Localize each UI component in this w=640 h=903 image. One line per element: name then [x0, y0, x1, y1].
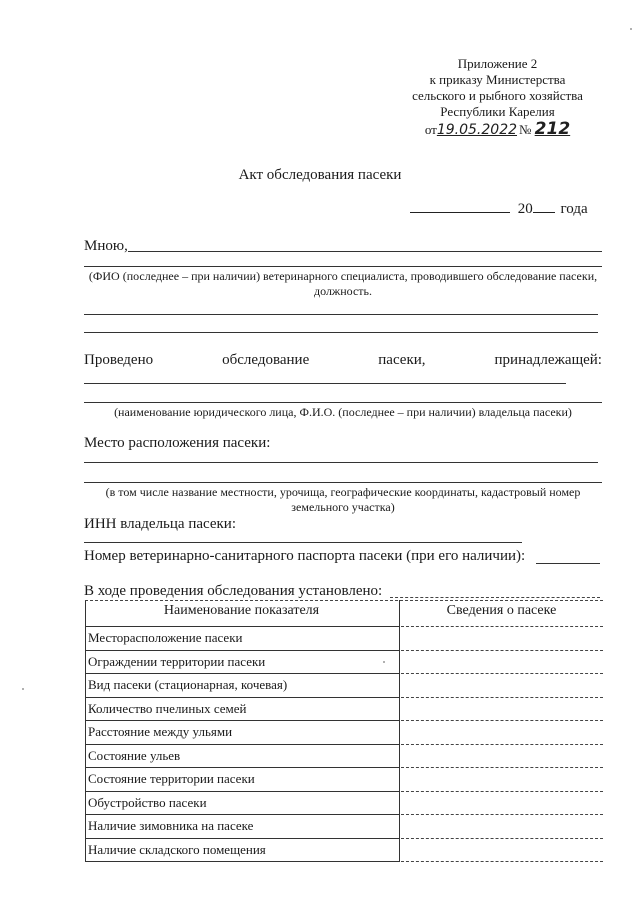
handwritten-date: 19.05.2022 — [436, 122, 518, 138]
table-row — [84, 626, 604, 650]
location-blank-1[interactable] — [84, 462, 598, 463]
scan-speck — [383, 661, 385, 663]
table-header — [84, 600, 604, 626]
table-row-line — [85, 697, 399, 698]
table-row — [84, 767, 604, 791]
table-row — [84, 697, 604, 721]
by-me-caption: (ФИО (последнее – при наличии) ветеринарного специалиста, проводившего обследование пасеки, должность. — [88, 269, 598, 298]
header-info: Сведения о пасеке — [446, 603, 557, 618]
date-blank[interactable] — [410, 212, 510, 213]
table-left-border — [85, 600, 86, 862]
handwritten-number: 212 — [534, 119, 571, 139]
table-info-line[interactable] — [401, 861, 603, 862]
inspection-word-4: принадлежащей: — [494, 352, 602, 368]
inn-blank[interactable] — [84, 542, 522, 543]
appendix-line-4: Республики Карелия — [440, 104, 555, 119]
inspection-word-2: обследование — [222, 352, 310, 368]
table-info-line[interactable] — [401, 673, 603, 674]
by-me-blank[interactable] — [128, 251, 602, 252]
row-label: Состояние ульев — [88, 747, 181, 763]
scan-speck — [22, 688, 24, 690]
table-row — [84, 650, 604, 674]
table-info-line[interactable] — [401, 814, 603, 815]
row-label: Обустройство пасеки — [88, 794, 207, 810]
appendix-block — [400, 56, 595, 138]
table-row-line — [85, 838, 399, 839]
owner-caption: (наименование юридического лица, Ф.И.О. (последнее – при наличии) владельца пасеки) — [114, 405, 572, 419]
year-suffix: года — [560, 201, 588, 217]
row-label: Наличие складского помещения — [88, 841, 266, 857]
year-blank[interactable] — [533, 212, 555, 213]
row-label: Месторасположение пасеки — [88, 630, 243, 645]
by-me-blank-2[interactable] — [84, 266, 602, 267]
passport-label: Номер ветеринарно-санитарного паспорта пасеки (при его наличии): — [84, 548, 526, 564]
owner-blank-2[interactable] — [84, 402, 602, 403]
appendix-line-2: к приказу Министерства — [429, 72, 566, 87]
blank-line-1[interactable] — [84, 314, 598, 315]
date-prefix: от — [424, 122, 437, 137]
table-info-line[interactable] — [401, 791, 603, 792]
table-row-line — [85, 720, 399, 721]
row-label: Ограждении территории пасеки — [88, 653, 266, 669]
table-row-line — [85, 673, 399, 674]
findings-label: В ходе проведения обследования установлено: — [84, 583, 383, 599]
table-row — [84, 838, 604, 862]
row-label: Количество пчелиных семей — [88, 700, 247, 716]
year-prefix: 20 — [517, 201, 533, 217]
table-row-line — [85, 744, 399, 745]
table-row-line — [85, 861, 399, 862]
passport-blank[interactable] — [536, 563, 600, 564]
inspection-word-3: пасеки, — [378, 352, 426, 368]
location-label: Место расположения пасеки: — [84, 435, 271, 451]
location-caption: (в том числе название местности, урочища, географические координаты, кадастровый номер земельного участка) — [105, 485, 581, 514]
table-row — [84, 791, 604, 815]
table-info-line[interactable] — [401, 697, 603, 698]
appendix-line-1: Приложение 2 — [457, 56, 538, 71]
table-row — [84, 744, 604, 768]
findings-dash — [390, 597, 600, 598]
inspection-table — [84, 600, 604, 861]
table-row — [84, 673, 604, 697]
table-info-line[interactable] — [401, 767, 603, 768]
appendix-line-3: сельского и рыбного хозяйства — [412, 88, 583, 103]
scan-speck — [630, 28, 632, 30]
appendix-date-number — [400, 121, 595, 138]
row-label: Наличие зимовника на пасеке — [88, 818, 254, 833]
owner-blank-1[interactable] — [84, 383, 566, 384]
table-top-line — [85, 600, 603, 601]
by-me-label: Мною, — [84, 238, 128, 254]
table-row-line — [85, 814, 399, 815]
table-row-line — [85, 626, 399, 627]
blank-line-2[interactable] — [84, 332, 598, 333]
table-row — [84, 814, 604, 838]
location-blank-2[interactable] — [84, 482, 602, 483]
row-label: Расстояние между ульями — [88, 724, 233, 739]
table-info-line[interactable] — [401, 838, 603, 839]
table-info-line[interactable] — [401, 626, 603, 627]
table-info-line[interactable] — [401, 744, 603, 745]
row-label: Вид пасеки (стационарная, кочевая) — [88, 677, 288, 692]
header-indicator: Наименование показателя — [163, 603, 320, 618]
table-column-divider — [399, 600, 400, 862]
table-row-line — [85, 767, 399, 768]
table-row — [84, 720, 604, 744]
table-info-line[interactable] — [401, 650, 603, 651]
table-info-line[interactable] — [401, 720, 603, 721]
date-line — [410, 201, 588, 218]
table-row-line — [85, 791, 399, 792]
table-row-line — [85, 650, 399, 651]
row-label: Состояние территории пасеки — [88, 771, 255, 786]
inn-label: ИНН владельца пасеки: — [84, 516, 236, 532]
inspection-word-1: Проведено — [84, 352, 154, 368]
number-prefix: № — [519, 122, 532, 137]
inspection-sentence — [84, 352, 602, 369]
document-title: Акт обследования пасеки — [238, 167, 402, 183]
